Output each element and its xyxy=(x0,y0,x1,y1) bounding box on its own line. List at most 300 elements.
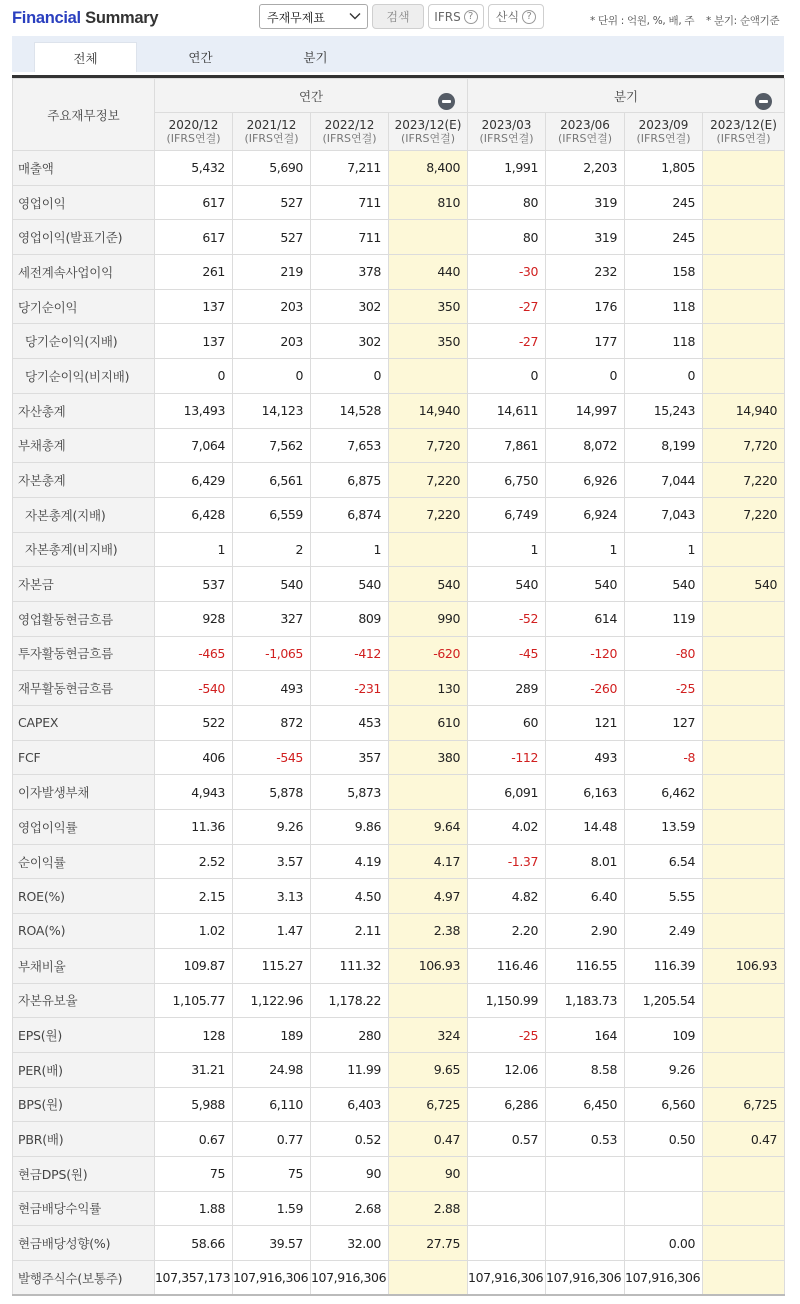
tab-all[interactable]: 전체 xyxy=(34,42,137,72)
value-cell: 116.39 xyxy=(625,948,703,983)
table-row xyxy=(13,671,785,706)
period-column-header xyxy=(625,113,703,151)
value-cell: -30 xyxy=(468,255,546,290)
value-cell xyxy=(703,844,785,879)
value-cell: 7,044 xyxy=(625,463,703,498)
value-cell: 0 xyxy=(311,359,389,394)
value-cell xyxy=(703,601,785,636)
value-cell: 0 xyxy=(468,359,546,394)
value-cell: 6,428 xyxy=(155,497,233,532)
statement-type-value: 주재무제표 xyxy=(267,11,325,25)
value-cell xyxy=(389,983,468,1018)
value-cell: 7,562 xyxy=(233,428,311,463)
row-label: FCF xyxy=(13,740,155,775)
value-cell: 990 xyxy=(389,601,468,636)
value-cell: 116.55 xyxy=(546,948,625,983)
table-row xyxy=(13,359,785,394)
table-row xyxy=(13,1052,785,1087)
value-cell: 176 xyxy=(546,289,625,324)
table-row xyxy=(13,983,785,1018)
value-cell: 6,450 xyxy=(546,1087,625,1122)
value-cell: 111.32 xyxy=(311,948,389,983)
value-cell: 6,924 xyxy=(546,497,625,532)
table-row xyxy=(13,1122,785,1157)
value-cell xyxy=(703,983,785,1018)
value-cell: 12.06 xyxy=(468,1052,546,1087)
value-cell: 164 xyxy=(546,1018,625,1053)
search-button-label: 검색 xyxy=(386,10,410,24)
question-icon: ? xyxy=(522,10,536,24)
value-cell: 1.88 xyxy=(155,1191,233,1226)
value-cell: 2.15 xyxy=(155,879,233,914)
basis-label: (IFRS연결) xyxy=(244,131,299,145)
value-cell: 3.13 xyxy=(233,879,311,914)
title-rest: Summary xyxy=(80,9,159,27)
value-cell: 106.93 xyxy=(703,948,785,983)
value-cell: -231 xyxy=(311,671,389,706)
table-row xyxy=(13,1191,785,1226)
value-cell: 319 xyxy=(546,185,625,220)
row-label: 이자발생부채 xyxy=(13,775,155,810)
table-row xyxy=(13,1087,785,1122)
value-cell: 6.40 xyxy=(546,879,625,914)
value-cell: 4.19 xyxy=(311,844,389,879)
value-cell: 1,205.54 xyxy=(625,983,703,1018)
value-cell: 6,110 xyxy=(233,1087,311,1122)
value-cell: 0.50 xyxy=(625,1122,703,1157)
value-cell: 14,528 xyxy=(311,393,389,428)
value-cell: 75 xyxy=(155,1156,233,1191)
value-cell: 5,878 xyxy=(233,775,311,810)
value-cell: 1 xyxy=(546,532,625,567)
value-cell xyxy=(703,532,785,567)
value-cell: 0.53 xyxy=(546,1122,625,1157)
value-cell: 5,988 xyxy=(155,1087,233,1122)
value-cell: 13,493 xyxy=(155,393,233,428)
value-cell: 189 xyxy=(233,1018,311,1053)
value-cell: 137 xyxy=(155,324,233,359)
value-cell: 4.50 xyxy=(311,879,389,914)
period-label: 2023/12(E) xyxy=(394,117,462,132)
row-label: 투자활동현금흐름 xyxy=(13,636,155,671)
table-row xyxy=(13,636,785,671)
value-cell: 0.47 xyxy=(389,1122,468,1157)
tab-quarterly[interactable]: 분기 xyxy=(303,50,328,65)
value-cell: 13.59 xyxy=(625,810,703,845)
value-cell: 7,220 xyxy=(389,463,468,498)
value-cell: 14,123 xyxy=(233,393,311,428)
table-row xyxy=(13,185,785,220)
table-row xyxy=(13,255,785,290)
value-cell: -80 xyxy=(625,636,703,671)
value-cell: 245 xyxy=(625,220,703,255)
value-cell: 2.52 xyxy=(155,844,233,879)
value-cell: 540 xyxy=(625,567,703,602)
formula-help-button[interactable] xyxy=(488,4,544,29)
value-cell: 527 xyxy=(233,185,311,220)
table-row xyxy=(13,601,785,636)
value-cell: 107,916,306 xyxy=(625,1261,703,1296)
value-cell: 90 xyxy=(311,1156,389,1191)
value-cell: 130 xyxy=(389,671,468,706)
value-cell xyxy=(468,1156,546,1191)
value-cell: 9.64 xyxy=(389,810,468,845)
value-cell xyxy=(703,740,785,775)
value-cell: 614 xyxy=(546,601,625,636)
value-cell: 6,286 xyxy=(468,1087,546,1122)
table-row xyxy=(13,220,785,255)
value-cell xyxy=(703,1052,785,1087)
value-cell: 6,091 xyxy=(468,775,546,810)
period-column-header xyxy=(233,113,311,151)
value-cell: 7,220 xyxy=(703,497,785,532)
chevron-down-icon xyxy=(349,10,361,22)
value-cell: -1.37 xyxy=(468,844,546,879)
table-row xyxy=(13,289,785,324)
value-cell: 90 xyxy=(389,1156,468,1191)
value-cell: 5,690 xyxy=(233,151,311,186)
value-cell: 4,943 xyxy=(155,775,233,810)
value-cell: 27.75 xyxy=(389,1226,468,1261)
tab-annual[interactable]: 연간 xyxy=(188,50,213,65)
value-cell: 107,916,306 xyxy=(468,1261,546,1296)
value-cell: 1 xyxy=(311,532,389,567)
row-label: 재무활동현금흐름 xyxy=(13,671,155,706)
value-cell xyxy=(703,1156,785,1191)
value-cell: 4.97 xyxy=(389,879,468,914)
value-cell: 245 xyxy=(625,185,703,220)
value-cell: 440 xyxy=(389,255,468,290)
statement-type-select[interactable] xyxy=(259,4,368,29)
value-cell: 4.17 xyxy=(389,844,468,879)
value-cell: 14,611 xyxy=(468,393,546,428)
value-cell xyxy=(703,671,785,706)
value-cell: 5,873 xyxy=(311,775,389,810)
value-cell: -25 xyxy=(468,1018,546,1053)
value-cell: -545 xyxy=(233,740,311,775)
value-cell: 11.99 xyxy=(311,1052,389,1087)
period-column-header xyxy=(468,113,546,151)
value-cell xyxy=(625,1191,703,1226)
value-cell: 7,211 xyxy=(311,151,389,186)
value-cell xyxy=(703,636,785,671)
period-label: 2022/12 xyxy=(324,117,375,132)
value-cell: 6,429 xyxy=(155,463,233,498)
value-cell: 232 xyxy=(546,255,625,290)
period-column-header xyxy=(155,113,233,151)
value-cell: 107,916,306 xyxy=(546,1261,625,1296)
value-cell xyxy=(625,1156,703,1191)
value-cell: 9.26 xyxy=(625,1052,703,1087)
value-cell: -52 xyxy=(468,601,546,636)
value-cell: 2 xyxy=(233,532,311,567)
value-cell: 6,403 xyxy=(311,1087,389,1122)
formula-label: 산식 xyxy=(495,10,520,24)
value-cell: 2.49 xyxy=(625,914,703,949)
value-cell: 107,916,306 xyxy=(311,1261,389,1296)
value-cell: 128 xyxy=(155,1018,233,1053)
row-label: 자본총계(지배) xyxy=(13,497,155,532)
value-cell: 60 xyxy=(468,706,546,741)
value-cell: 6,874 xyxy=(311,497,389,532)
table-row xyxy=(13,810,785,845)
value-cell: 540 xyxy=(233,567,311,602)
value-cell: 302 xyxy=(311,324,389,359)
value-cell: 302 xyxy=(311,289,389,324)
value-cell xyxy=(389,220,468,255)
basis-label: (IFRS연결) xyxy=(636,131,691,145)
table-row xyxy=(13,775,785,810)
basis-label: (IFRS연결) xyxy=(400,131,456,145)
value-cell xyxy=(703,185,785,220)
value-cell: 115.27 xyxy=(233,948,311,983)
value-cell: 203 xyxy=(233,289,311,324)
row-label: 당기순이익(비지배) xyxy=(13,359,155,394)
table-row xyxy=(13,393,785,428)
value-cell: 8,072 xyxy=(546,428,625,463)
value-cell: -120 xyxy=(546,636,625,671)
value-cell: 1,183.73 xyxy=(546,983,625,1018)
period-column-header xyxy=(389,113,468,151)
value-cell: 0.67 xyxy=(155,1122,233,1157)
value-cell: 177 xyxy=(546,324,625,359)
value-cell: 119 xyxy=(625,601,703,636)
table-row xyxy=(13,1018,785,1053)
value-cell: 6,875 xyxy=(311,463,389,498)
table-row xyxy=(13,948,785,983)
value-cell: 6,750 xyxy=(468,463,546,498)
value-cell xyxy=(546,1191,625,1226)
search-button[interactable] xyxy=(372,4,424,29)
value-cell: 0.52 xyxy=(311,1122,389,1157)
value-cell: 493 xyxy=(546,740,625,775)
value-cell: 9.26 xyxy=(233,810,311,845)
value-cell: 0 xyxy=(625,359,703,394)
value-cell: 1,105.77 xyxy=(155,983,233,1018)
question-icon: ? xyxy=(464,10,478,24)
value-cell: 0.00 xyxy=(625,1226,703,1261)
collapse-annual-icon[interactable] xyxy=(438,93,455,110)
value-cell xyxy=(389,532,468,567)
unit-note: * 단위 : 억원, %, 배, 주 xyxy=(590,15,695,27)
value-cell: 6,749 xyxy=(468,497,546,532)
quarterly-group-header xyxy=(468,79,785,113)
value-cell: 9.65 xyxy=(389,1052,468,1087)
value-cell: 2.68 xyxy=(311,1191,389,1226)
value-cell: 9.86 xyxy=(311,810,389,845)
page-title xyxy=(12,9,158,28)
value-cell: 32.00 xyxy=(311,1226,389,1261)
row-label: 영업이익률 xyxy=(13,810,155,845)
value-cell: 5.55 xyxy=(625,879,703,914)
value-cell: 5,432 xyxy=(155,151,233,186)
value-cell: 324 xyxy=(389,1018,468,1053)
value-cell: 6,163 xyxy=(546,775,625,810)
quarter-note: * 분기: 순액기준 xyxy=(706,15,780,27)
value-cell: 14,997 xyxy=(546,393,625,428)
value-cell: 7,064 xyxy=(155,428,233,463)
value-cell: -45 xyxy=(468,636,546,671)
table-row xyxy=(13,879,785,914)
value-cell: 14,940 xyxy=(703,393,785,428)
value-cell: 453 xyxy=(311,706,389,741)
value-cell xyxy=(703,879,785,914)
table-row xyxy=(13,428,785,463)
ifrs-label: IFRS xyxy=(434,9,461,24)
value-cell: 319 xyxy=(546,220,625,255)
value-cell xyxy=(703,324,785,359)
table-row xyxy=(13,532,785,567)
value-cell: 6.54 xyxy=(625,844,703,879)
value-cell: 350 xyxy=(389,289,468,324)
tab-bar xyxy=(12,36,784,72)
table-row xyxy=(13,1156,785,1191)
value-cell: -412 xyxy=(311,636,389,671)
value-cell: 75 xyxy=(233,1156,311,1191)
value-cell xyxy=(703,359,785,394)
annual-group-label: 연간 xyxy=(298,88,324,104)
value-cell xyxy=(703,220,785,255)
value-cell: 1.47 xyxy=(233,914,311,949)
row-label: BPS(원) xyxy=(13,1087,155,1122)
value-cell xyxy=(703,151,785,186)
value-cell: 6,725 xyxy=(389,1087,468,1122)
quarterly-group-label: 분기 xyxy=(613,88,639,104)
value-cell: -27 xyxy=(468,289,546,324)
value-cell: 7,720 xyxy=(389,428,468,463)
value-cell: 7,720 xyxy=(703,428,785,463)
financial-summary-table xyxy=(12,75,784,1296)
value-cell: 537 xyxy=(155,567,233,602)
value-cell: 127 xyxy=(625,706,703,741)
table-row xyxy=(13,567,785,602)
value-cell: 14,940 xyxy=(389,393,468,428)
value-cell: 7,653 xyxy=(311,428,389,463)
value-cell xyxy=(389,1261,468,1296)
value-cell: 0.57 xyxy=(468,1122,546,1157)
value-cell: 2,203 xyxy=(546,151,625,186)
row-label: 영업이익(발표기준) xyxy=(13,220,155,255)
value-cell: 1 xyxy=(155,532,233,567)
row-label: 현금배당수익률 xyxy=(13,1191,155,1226)
value-cell: 1 xyxy=(468,532,546,567)
value-cell: 80 xyxy=(468,220,546,255)
value-cell: 137 xyxy=(155,289,233,324)
value-cell: 6,462 xyxy=(625,775,703,810)
value-cell: 289 xyxy=(468,671,546,706)
value-cell xyxy=(703,810,785,845)
table-row xyxy=(13,497,785,532)
table-row xyxy=(13,151,785,186)
row-label: CAPEX xyxy=(13,706,155,741)
value-cell: 8,400 xyxy=(389,151,468,186)
value-cell: 1.02 xyxy=(155,914,233,949)
value-cell: 58.66 xyxy=(155,1226,233,1261)
value-cell: 0 xyxy=(155,359,233,394)
row-label: 순이익률 xyxy=(13,844,155,879)
basis-label: (IFRS연결) xyxy=(322,131,377,145)
basis-label: (IFRS연결) xyxy=(558,131,613,145)
value-cell: 203 xyxy=(233,324,311,359)
value-cell: 0.47 xyxy=(703,1122,785,1157)
value-cell: 1,122.96 xyxy=(233,983,311,1018)
row-label: EPS(원) xyxy=(13,1018,155,1053)
basis-label: (IFRS연결) xyxy=(716,131,771,145)
ifrs-help-button[interactable] xyxy=(428,4,484,29)
value-cell: -25 xyxy=(625,671,703,706)
value-cell xyxy=(703,1226,785,1261)
value-cell: -1,065 xyxy=(233,636,311,671)
value-cell: 4.82 xyxy=(468,879,546,914)
value-cell xyxy=(546,1226,625,1261)
table-row xyxy=(13,1226,785,1261)
value-cell xyxy=(468,1226,546,1261)
value-cell: 6,725 xyxy=(703,1087,785,1122)
value-cell: 109.87 xyxy=(155,948,233,983)
value-cell: 8,199 xyxy=(625,428,703,463)
value-cell: 118 xyxy=(625,289,703,324)
value-cell: 7,043 xyxy=(625,497,703,532)
value-cell: 2.90 xyxy=(546,914,625,949)
value-cell: -8 xyxy=(625,740,703,775)
value-cell xyxy=(703,914,785,949)
value-cell: 2.20 xyxy=(468,914,546,949)
period-column-header xyxy=(311,113,389,151)
value-cell xyxy=(389,359,468,394)
value-cell: 0 xyxy=(233,359,311,394)
value-cell: 116.46 xyxy=(468,948,546,983)
collapse-quarterly-icon[interactable] xyxy=(755,93,772,110)
basis-label: (IFRS연결) xyxy=(479,131,534,145)
title-accent: Financial xyxy=(12,9,81,27)
row-label: 현금배당성향(%) xyxy=(13,1226,155,1261)
table-row xyxy=(13,324,785,359)
row-label: ROA(%) xyxy=(13,914,155,949)
value-cell xyxy=(703,1018,785,1053)
value-cell xyxy=(703,289,785,324)
value-cell: 617 xyxy=(155,185,233,220)
row-label: 당기순이익 xyxy=(13,289,155,324)
value-cell: 872 xyxy=(233,706,311,741)
value-cell: 4.02 xyxy=(468,810,546,845)
period-label: 2021/12 xyxy=(246,117,297,132)
value-cell: 31.21 xyxy=(155,1052,233,1087)
value-cell: -27 xyxy=(468,324,546,359)
value-cell: 380 xyxy=(389,740,468,775)
value-cell: 158 xyxy=(625,255,703,290)
basis-label: (IFRS연결) xyxy=(166,131,221,145)
value-cell: 8.01 xyxy=(546,844,625,879)
value-cell: 8.58 xyxy=(546,1052,625,1087)
value-cell: 540 xyxy=(703,567,785,602)
value-cell xyxy=(389,775,468,810)
value-cell: 2.11 xyxy=(311,914,389,949)
period-label: 2023/06 xyxy=(560,117,610,132)
table-row xyxy=(13,463,785,498)
annual-group-header xyxy=(155,79,468,113)
value-cell: 810 xyxy=(389,185,468,220)
value-cell: 24.98 xyxy=(233,1052,311,1087)
value-cell: 0.77 xyxy=(233,1122,311,1157)
row-label: PER(배) xyxy=(13,1052,155,1087)
value-cell xyxy=(546,1156,625,1191)
value-cell: 610 xyxy=(389,706,468,741)
value-cell: 357 xyxy=(311,740,389,775)
row-label: 영업이익 xyxy=(13,185,155,220)
value-cell: 11.36 xyxy=(155,810,233,845)
value-cell: -465 xyxy=(155,636,233,671)
period-label: 2023/12(E) xyxy=(710,117,777,132)
